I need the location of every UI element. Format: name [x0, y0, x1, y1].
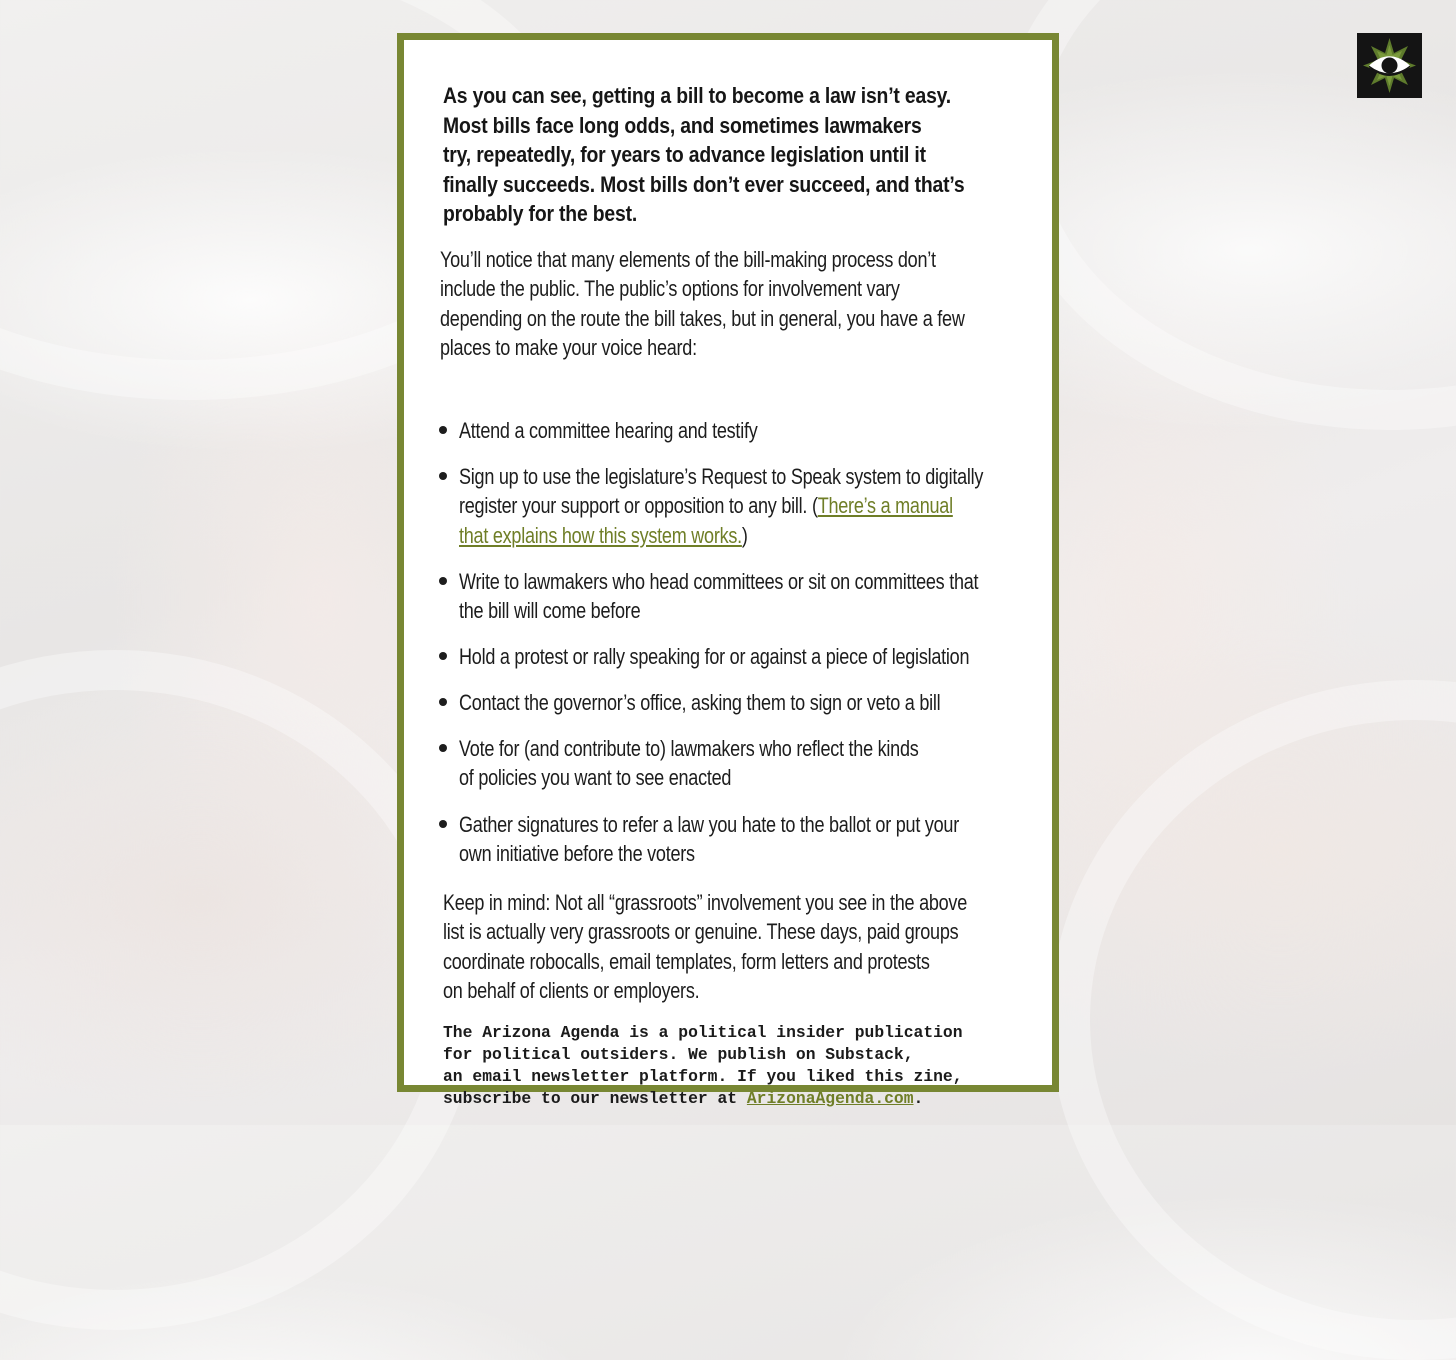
list-item-text: Vote for (and contribute to) lawmakers who reflect the kinds — [459, 736, 919, 761]
zine-page — [397, 33, 1059, 1108]
lead-line: As you can see, getting a bill to become a law isn’t easy. — [443, 83, 952, 108]
brand-logo[interactable] — [1357, 33, 1422, 98]
keep-line: Keep in mind: Not all “grassroots” involvement you see in the above — [443, 890, 968, 915]
keep-line: coordinate robocalls, email templates, form letters and protests — [443, 948, 930, 974]
bullet-dot — [439, 820, 447, 828]
intro-line: You’ll notice that many elements of the bill-making process don’t — [440, 247, 936, 272]
keep-line: list is actually very grassroots or genuine. These days, paid groups — [443, 919, 959, 945]
bullet-dot — [439, 744, 447, 752]
intro-line: include the public. The public’s options for involvement vary — [440, 276, 900, 302]
manual-link[interactable]: There’s a manual — [817, 493, 953, 519]
list-item-text: Hold a protest or rally speaking for or against a piece of legislation — [459, 644, 970, 669]
lead-line: finally succeeds. Most bills don’t ever succeed, and that’s — [443, 171, 965, 197]
list-item-text: own initiative before the voters — [459, 841, 695, 867]
lead-line: try, repeatedly, for years to advance legislation until it — [443, 142, 926, 167]
intro-paragraph — [440, 245, 1014, 363]
list-item-text: of policies you want to see enacted — [459, 765, 732, 791]
list-item-text: Contact the governor’s office, asking them to sign or veto a bill — [459, 690, 941, 715]
bullet-dot — [439, 472, 447, 480]
list-item-text: Gather signatures to refer a law you hate to the ballot or put your — [459, 812, 959, 837]
footer-line: The Arizona Agenda is a political insider publication — [443, 1023, 963, 1042]
footer-line: subscribe to our newsletter at — [443, 1089, 747, 1108]
eye-star-icon — [1357, 33, 1422, 98]
footer-line: . — [913, 1089, 924, 1108]
arizona-agenda-link[interactable]: ArizonaAgenda.com — [746, 1089, 914, 1108]
intro-line: depending on the route the bill takes, but in general, you have a few — [440, 305, 965, 331]
bullet-dot — [439, 698, 447, 706]
manual-link[interactable]: that explains how this system works. — [459, 522, 742, 548]
lead-line: Most bills face long odds, and sometimes lawmakers — [443, 112, 922, 138]
lead-paragraph — [443, 81, 1006, 229]
footer-line: for political outsiders. We publish on Substack, — [443, 1045, 914, 1064]
list-item-text: ) — [741, 522, 748, 548]
bullet-dot — [439, 652, 447, 660]
list-item-text: Attend a committee hearing and testify — [459, 418, 758, 443]
list-item-text: Write to lawmakers who head committees or sit on committees that — [459, 569, 979, 594]
list-item-text: register your support or opposition to any bill. ( — [459, 493, 818, 519]
background-swirl — [1050, 680, 1456, 1360]
list-item-text: the bill will come before — [459, 598, 641, 624]
lead-line: probably for the best. — [443, 201, 638, 226]
intro-line: places to make your voice heard: — [440, 335, 697, 361]
list-item-text: Sign up to use the legislature’s Request to Speak system to digitally — [459, 464, 984, 489]
keep-in-mind-paragraph — [443, 888, 1017, 1006]
keep-line: on behalf of clients or employers. — [443, 978, 700, 1004]
footer-line: an email newsletter platform. If you liked this zine, — [443, 1067, 963, 1086]
bullet-dot — [439, 426, 447, 434]
footer-blurb — [443, 1022, 1037, 1110]
bullet-dot — [439, 577, 447, 585]
